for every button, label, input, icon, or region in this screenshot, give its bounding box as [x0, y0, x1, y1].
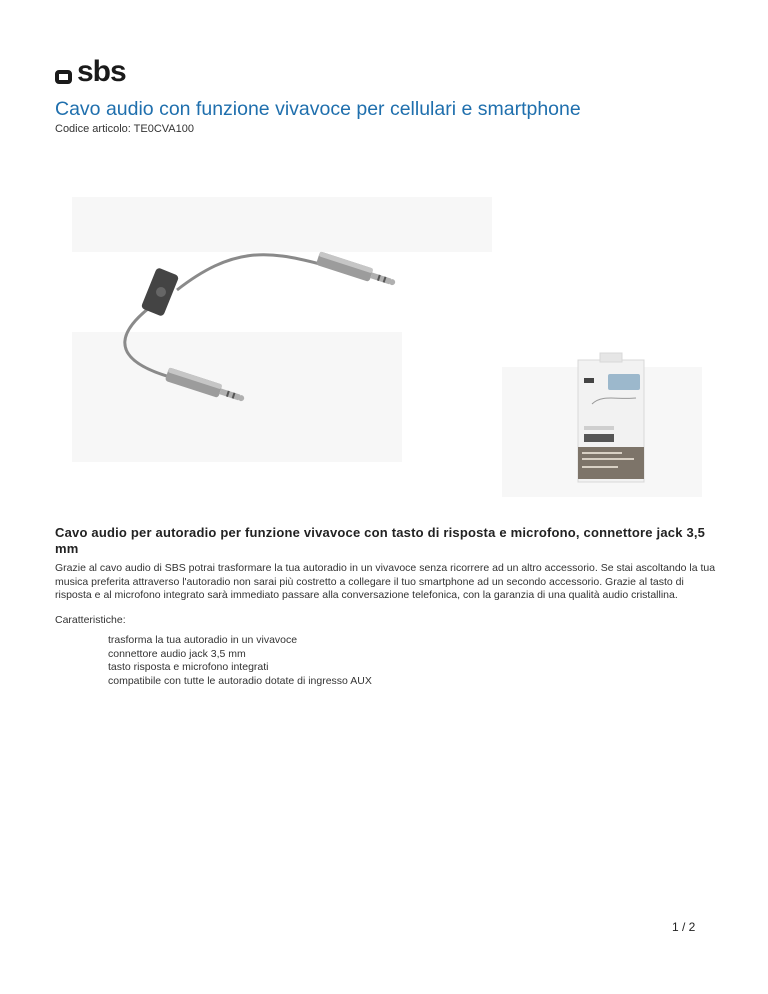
section-subtitle: Cavo audio per autoradio per funzione vivavoce con tasto di risposta e microfono, connettore jack 3,5 mm: [55, 525, 706, 556]
features-label: Caratteristiche:: [55, 614, 126, 626]
features-list: [108, 634, 372, 688]
list-item: tasto risposta e microfono integrati: [108, 661, 269, 673]
logo-text: sbs: [77, 55, 126, 88]
product-package-icon: [578, 353, 644, 482]
list-item: trasforma la tua autoradio in un vivavoce: [108, 634, 298, 646]
list-item: compatibile con tutte le autoradio dotate di ingresso AUX: [108, 674, 372, 687]
page-number: 1 / 2: [672, 920, 696, 934]
product-title: Cavo audio con funzione vivavoce per cellulari e smartphone: [55, 98, 581, 120]
list-item: connettore audio jack 3,5 mm: [108, 647, 246, 660]
remote-button-icon: [156, 287, 166, 297]
sbs-logo: [55, 55, 135, 88]
product-image: [62, 142, 710, 502]
product-description: Grazie al cavo audio di SBS potrai trasformare la tua autoradio in un vivavoce senza ricorrere ad un altro accessorio. Se stai ascoltando la tua musica preferita attraverso l'autoradio non sarai più costretto a collegare il tuo smartphone ad un secondo accessorio. Grazie al tasto di risposta e al microfono integrato sarà immediato passare alla conversazione telefonica, con la garanzia di una qualità audio cristallina.: [55, 562, 716, 601]
product-code: Codice articolo: TE0CVA100: [55, 123, 194, 135]
logo-mark-icon: [55, 70, 72, 84]
